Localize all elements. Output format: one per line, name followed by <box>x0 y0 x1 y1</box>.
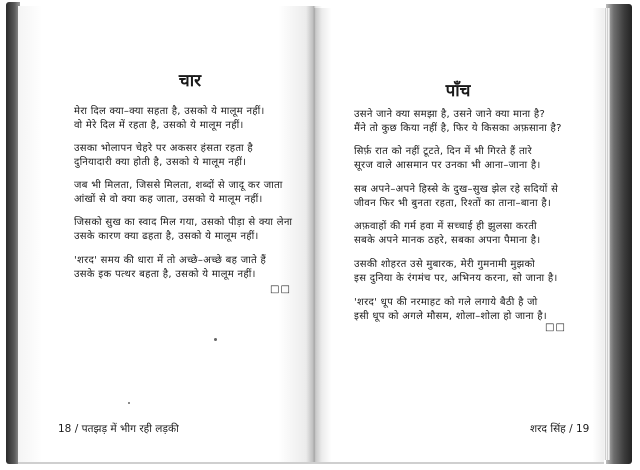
end-mark: □□ <box>270 284 291 295</box>
poem-line: अफ़वाहों की गर्म हवा में सच्चाई ही झुलसा करती <box>354 221 537 232</box>
poem-line: वो मेरे दिल में रहता है, उसको ये मालूम नहीं। <box>74 120 244 131</box>
paper-speck <box>214 338 217 341</box>
poem-line: मैंने तो कुछ किया नहीं है, फिर ये किसका अफ़साना है? <box>354 123 562 134</box>
poem-line: उसका भोलापन चेहरे पर अकसर हंसता रहता है <box>74 143 254 154</box>
paper-speck <box>128 402 130 404</box>
book-gutter <box>306 6 322 462</box>
left-page-title: चार <box>178 71 202 91</box>
poem-line: इसी धूप को अगले मौसम, शोला–शोला हो जाना है। <box>354 311 547 322</box>
poem-line: 'शरद' समय की धारा में तो अच्छे–अच्छे बह जाते हैं <box>74 255 267 266</box>
poem-line: सूरज वाले आसमान पर उनका भी आना–जाना है। <box>354 160 541 171</box>
poem-line: उसने जाने क्या समझा है, उसने जाने क्या माना है? <box>354 109 546 120</box>
poem-line: आंखों से वो क्या कह जाता, उसको ये मालूम नहीं। <box>74 194 263 205</box>
poem-line: जिसको सुख का स्वाद मिल गया, उसको पीड़ा से क्या लेना <box>74 217 293 228</box>
right-page-title: पाँच <box>445 81 471 101</box>
poem-line: जब भी मिलता, जिससे मिलता, शब्दों से जादू कर जाता <box>74 180 283 191</box>
poem-line: जीवन फिर भी बुनता रहता, रिश्तों का ताना–बाना है। <box>354 198 552 209</box>
left-page-footer: 18 / पतझड़ में भीग रही लड़की <box>58 423 179 435</box>
poem-line: सिर्फ़ रात को नहीं टूटते, दिन में भी गिरते हैं तारे <box>354 146 532 157</box>
poem-line: दुनियादारी क्या होती है, उसको ये मालूम नहीं। <box>74 157 247 168</box>
poem-line: 'शरद' धूप की नरमाहट को गले लगाये बैठी है जो <box>354 297 538 308</box>
poem-line: उसकी शोहरत उसे मुबारक, मेरी गुमनामी मुझको <box>354 259 536 270</box>
poem-line: सबके अपने मानक ठहरे, सबका अपना पैमाना है। <box>354 235 541 246</box>
poem-line: उसके इक पत्थर बहता है, उसको ये मालूम नहीं। <box>74 269 256 280</box>
poem-line: उसके कारण क्या ढहता है, उसको ये मालूम नहीं। <box>74 231 259 242</box>
poem-line: इस दुनिया के रंगमंच पर, अभिनय करना, सो जाना है। <box>354 273 558 284</box>
right-page-footer: शरद सिंह / 19 <box>530 423 590 435</box>
poem-line: मेरा दिल क्या–क्या सहता है, उसको ये मालूम नहीं। <box>74 106 265 117</box>
end-mark: □□ <box>545 322 566 333</box>
poem-line: सब अपने–अपने हिस्से के दुख–सुख झेल रहे सदियों से <box>354 184 559 195</box>
